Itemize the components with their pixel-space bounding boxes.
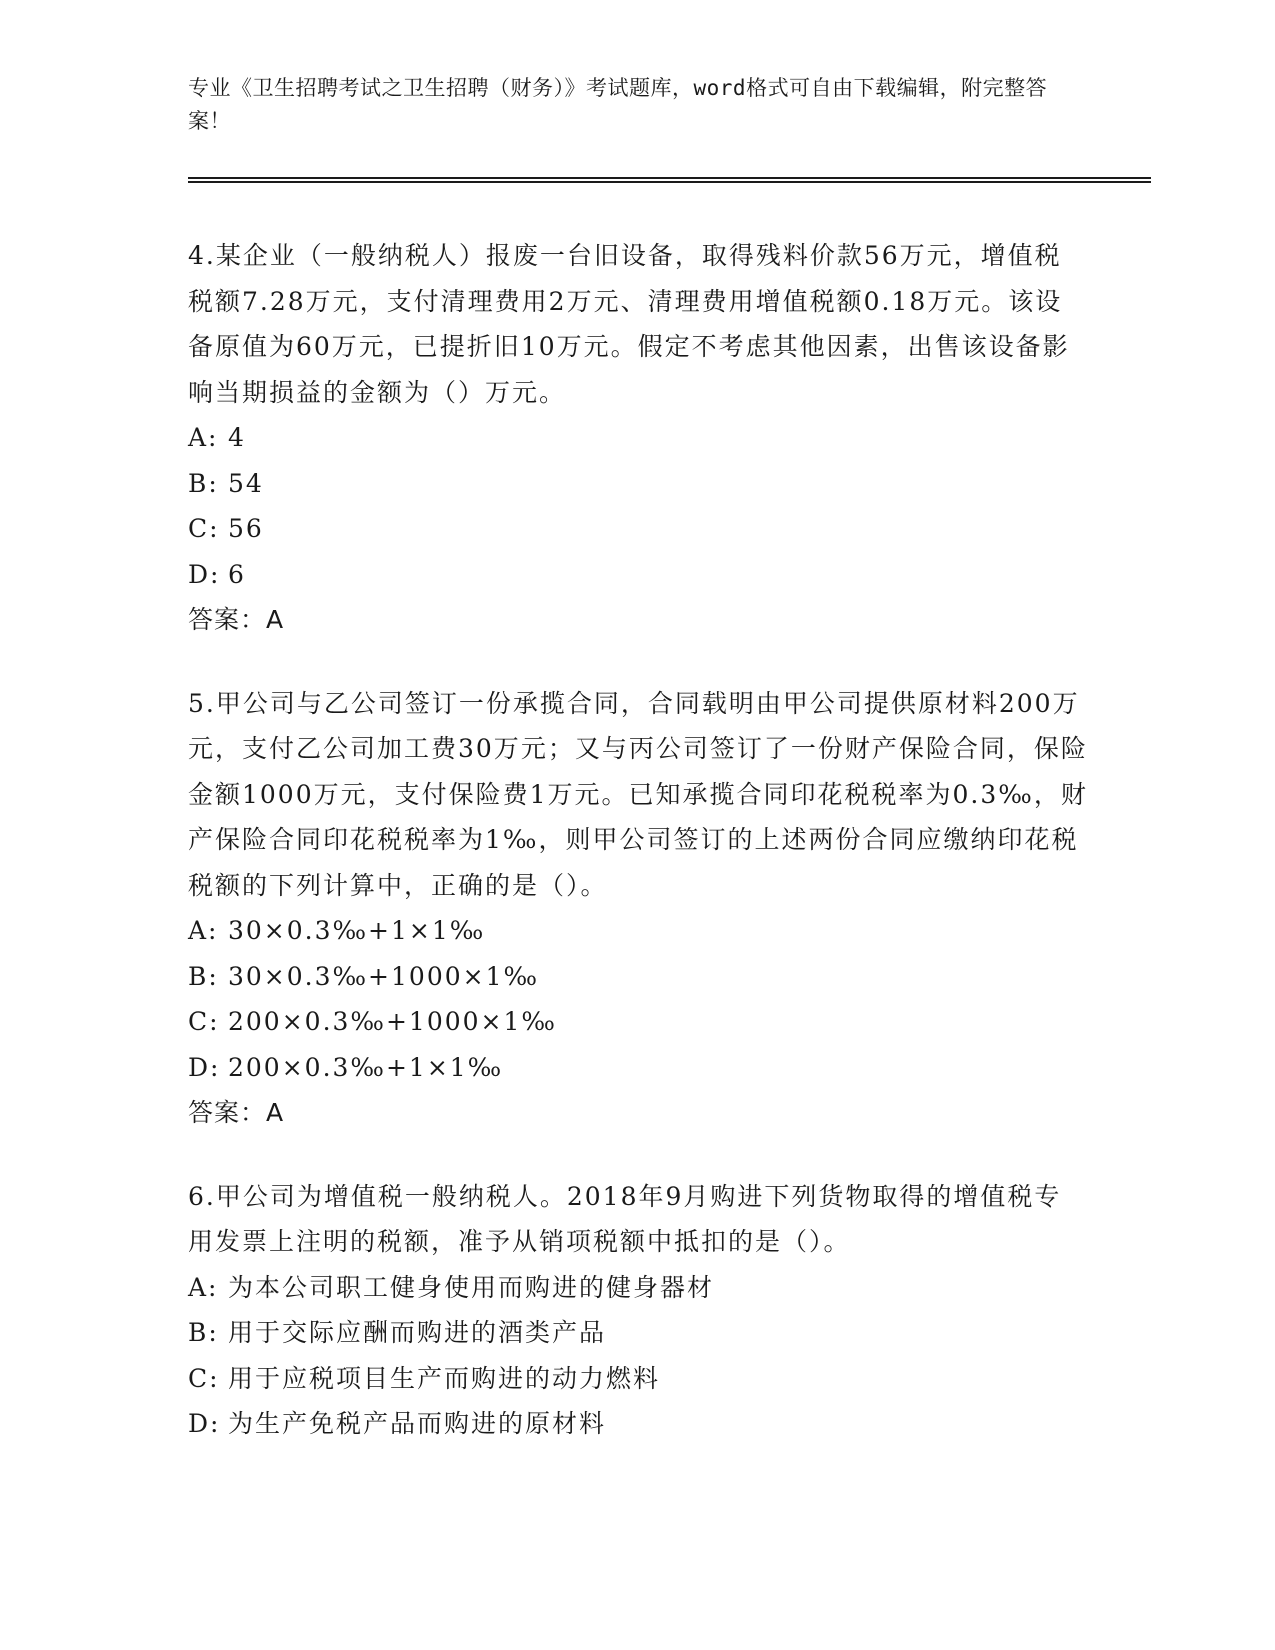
option-a <box>188 1265 1088 1311</box>
option-text: 30×0.3‰+1000×1‰ <box>228 961 540 991</box>
option-text: 4 <box>228 423 246 452</box>
option-text: 为本公司职工健身使用而购进的健身器材 <box>228 1272 715 1302</box>
option-text: 用于应税项目生产而购进的动力燃料 <box>228 1363 661 1393</box>
question-stem: 6.甲公司为增值税一般纳税人。2018年9月购进下列货物取得的增值税专用发票上注明的税额，准予从销项税额中抵扣的是（）。 <box>188 1181 1062 1256</box>
option-text: 200×0.3‰+1×1‰ <box>228 1052 504 1082</box>
option-text: 54 <box>228 468 264 498</box>
header-double-rule <box>188 177 1151 183</box>
option-letter: B: <box>188 961 219 991</box>
option-text: 200×0.3‰+1000×1‰ <box>228 1007 557 1036</box>
option-letter: D: <box>188 1409 221 1438</box>
option-letter: C: <box>188 1007 220 1036</box>
option-letter: D: <box>188 1052 221 1082</box>
option-d <box>188 552 1088 598</box>
question-list <box>188 233 1088 1485</box>
option-a <box>188 415 1088 461</box>
option-letter: A: <box>188 916 219 945</box>
option-text: 30×0.3‰+1×1‰ <box>228 916 486 945</box>
option-text: 为生产免税产品而购进的原材料 <box>228 1409 607 1438</box>
option-c <box>188 999 1088 1045</box>
option-text: 用于交际应酬而购进的酒类产品 <box>228 1318 607 1347</box>
option-b <box>188 1310 1088 1356</box>
header-text: 专业《卫生招聘考试之卫生招聘（财务）》考试题库，word格式可自由下载编辑，附完整答案！ <box>188 76 1048 133</box>
option-letter: A: <box>188 1272 219 1302</box>
question-stem: 5.甲公司与乙公司签订一份承揽合同，合同载明由甲公司提供原材料200万元，支付乙公司加工费30万元；又与丙公司签订了一份财产保险合同，保险金额1000万元，支付保险费1万元。已知承揽合同印花税税率为0.3‰，财产保险合同印花税税率为1‰，则甲公司签订的上述两份合同应缴纳印花税税额的下列计算中，正确的是（）。 <box>188 688 1088 900</box>
option-b <box>188 461 1088 507</box>
option-c <box>188 506 1088 552</box>
option-letter: C: <box>188 1363 220 1393</box>
question-stem: 4.某企业（一般纳税人）报废一台旧设备，取得残料价款56万元，增值税税额7.28万元，支付清理费用2万元、清理费用增值税额0.18万元。该设备原值为60万元，已提折旧10万元。假定不考虑其他因素，出售该设备影响当期损益的金额为（）万元。 <box>188 241 1070 407</box>
option-letter: A: <box>188 423 219 452</box>
option-letter: B: <box>188 468 219 498</box>
option-letter: B: <box>188 1318 219 1347</box>
option-text: 6 <box>228 559 246 589</box>
option-letter: D: <box>188 559 221 589</box>
option-text: 56 <box>228 514 264 543</box>
question-6 <box>188 1174 1088 1447</box>
option-b <box>188 954 1088 1000</box>
option-d <box>188 1401 1088 1447</box>
answer-line: 答案：A <box>188 1098 285 1127</box>
option-letter: C: <box>188 514 220 543</box>
option-a <box>188 908 1088 954</box>
question-5 <box>188 681 1088 1136</box>
question-4 <box>188 233 1088 643</box>
option-d <box>188 1045 1088 1091</box>
answer-line: 答案：A <box>188 605 285 634</box>
option-c <box>188 1356 1088 1402</box>
